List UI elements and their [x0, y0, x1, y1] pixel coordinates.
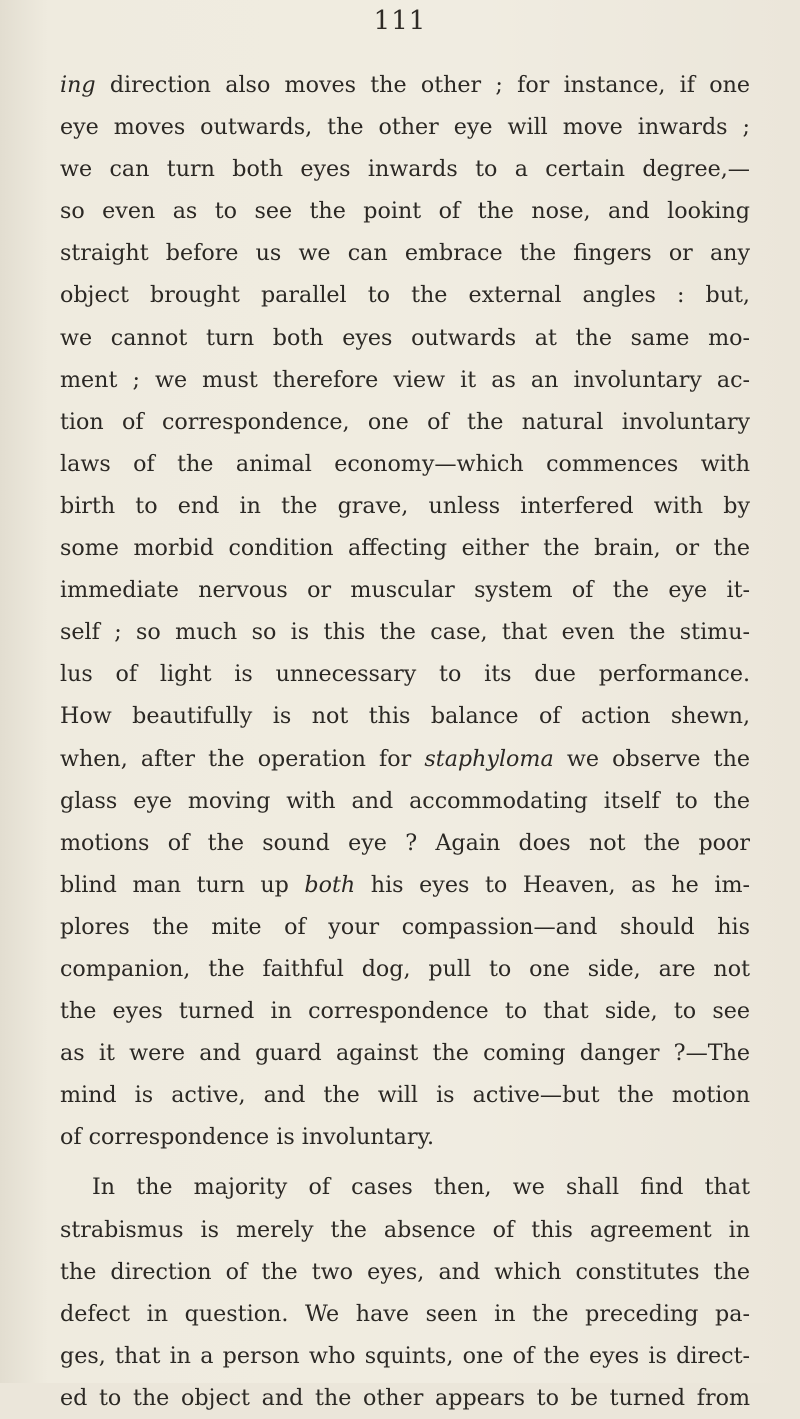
text-line: [60, 906, 750, 948]
text-run: so even as to see the point of the nose, and looking: [60, 198, 750, 225]
text-line: [60, 1251, 750, 1293]
text-line: [60, 359, 750, 401]
text-run: self ; so much so is this the case, that even the stimu-: [60, 619, 750, 646]
page-number: 111: [373, 6, 427, 36]
text-line: [60, 190, 750, 232]
text-run: his eyes to Heaven, as he im-: [355, 871, 750, 898]
text-line: [60, 64, 750, 106]
text-line: [60, 485, 750, 527]
text-run: eye moves outwards, the other eye will move inwards ;: [60, 114, 750, 141]
text-run: How beautifully is not this balance of action shewn,: [60, 703, 750, 730]
text-run: straight before us we can embrace the fingers or any: [60, 240, 750, 267]
text-line: [60, 990, 750, 1032]
text-run: of correspondence is involuntary.: [60, 1124, 435, 1151]
text-line: [60, 695, 750, 737]
text-run: some morbid condition affecting either the brain, or the: [60, 535, 750, 562]
text-run: tion of correspondence, one of the natural involuntary: [60, 408, 750, 435]
text-run: blind man turn up: [60, 871, 305, 898]
text-line: [60, 780, 750, 822]
text-run: ment ; we must therefore view it as an involuntary ac-: [60, 366, 750, 393]
text-line: [60, 274, 750, 316]
text-line: [60, 443, 750, 485]
text-run: we cannot turn both eyes outwards at the same mo-: [60, 324, 750, 351]
text-run: ges, that in a person who squints, one of the eyes is direct-: [60, 1342, 750, 1369]
text-run: object brought parallel to the external angles : but,: [60, 282, 750, 309]
italic-text: both: [304, 871, 356, 898]
text-run: defect in question. We have seen in the preceding pa-: [60, 1300, 750, 1327]
text-run: strabismus is merely the absence of this agreement in: [60, 1216, 750, 1243]
text-line: [60, 611, 750, 653]
text-run: lus of light is unnecessary to its due performance.: [60, 661, 750, 688]
text-run: motions of the sound eye ? Again does not the poor: [60, 829, 750, 856]
text-line: [60, 864, 750, 906]
text-line: [60, 948, 750, 990]
text-run: ed to the object and the other appears to be turned from: [60, 1384, 750, 1411]
text-line: [60, 653, 750, 695]
text-line: [60, 232, 750, 274]
text-line: [60, 317, 750, 359]
text-run: companion, the faithful dog, pull to one side, are not: [60, 955, 750, 982]
text-run: laws of the animal economy—which commences with: [60, 450, 750, 477]
text-run: glass eye moving with and accommodating itself to the: [60, 787, 750, 814]
text-line: [60, 569, 750, 611]
text-line: [60, 1166, 750, 1208]
text-line: [60, 738, 750, 780]
text-run: plores the mite of your compassion—and should his: [60, 913, 750, 940]
text-line: [60, 1032, 750, 1074]
body-text: [60, 64, 750, 1419]
text-run: mind is active, and the will is active—but the motion: [60, 1082, 750, 1109]
text-line: [60, 148, 750, 190]
text-line: [60, 106, 750, 148]
text-run: we observe the: [553, 745, 750, 772]
text-run: we can turn both eyes inwards to a certain degree,—: [60, 156, 750, 183]
text-line: [60, 1074, 750, 1116]
text-line: [60, 401, 750, 443]
paragraph-spacer: [60, 1158, 750, 1166]
text-run: birth to end in the grave, unless interfered with by: [60, 492, 750, 519]
text-line: [60, 1293, 750, 1335]
text-line: [60, 822, 750, 864]
text-line: [60, 527, 750, 569]
text-run: direction also moves the other ; for instance, if one: [95, 72, 750, 98]
text-run: immediate nervous or muscular system of the eye it-: [60, 577, 750, 604]
text-line: [60, 1209, 750, 1251]
text-run: when, after the operation for: [60, 745, 425, 772]
text-run: the eyes turned in correspondence to that side, to see: [60, 998, 750, 1025]
italic-text: ing: [60, 72, 96, 98]
text-run: the direction of the two eyes, and which constitutes the: [60, 1258, 750, 1285]
text-run: In the majority of cases then, we shall find that: [92, 1174, 750, 1201]
italic-text: staphyloma: [424, 745, 554, 772]
text-line: [60, 1335, 750, 1377]
text-run: as it were and guard against the coming danger ?—The: [60, 1040, 750, 1067]
text-line: [60, 1116, 750, 1158]
text-line: [60, 1377, 750, 1419]
